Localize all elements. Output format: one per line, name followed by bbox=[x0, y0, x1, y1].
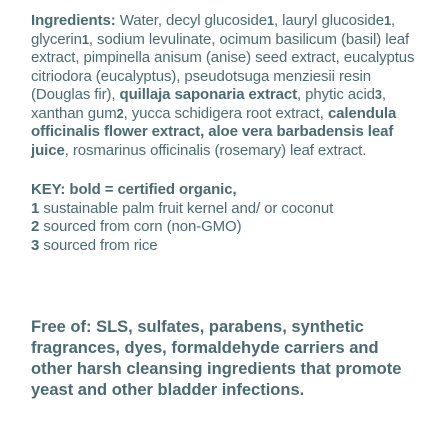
key-title: KEY: bold = certified organic, bbox=[31, 181, 237, 198]
organic-ingredient: quillaja saponaria extract bbox=[119, 86, 298, 103]
footnote-marker: 2 bbox=[116, 105, 124, 121]
footnote-marker: 1 bbox=[383, 13, 391, 28]
key-item-number: 1 bbox=[31, 199, 40, 217]
ingredients-label: Ingredients: bbox=[31, 12, 116, 29]
key-item bbox=[31, 200, 423, 219]
key-item-number: 3 bbox=[31, 236, 40, 254]
key-section bbox=[31, 181, 423, 255]
ingredient-text: , rosmarinus officinalis (rosemary) leaf extract. bbox=[64, 141, 367, 159]
ingredients-paragraph bbox=[31, 12, 423, 160]
footnote-marker: 3 bbox=[374, 87, 382, 102]
ingredient-text: , yucca schidigera root extract, bbox=[123, 104, 328, 122]
key-item-text: sustainable palm fruit kernel and/ or coconut bbox=[39, 199, 334, 217]
organic-ingredient: calendula officinalis flower extract, aloe vera barbadensis leaf juice bbox=[31, 104, 397, 159]
ingredient-text: , lauryl glucoside bbox=[274, 12, 384, 29]
ingredient-text: , phytic acid bbox=[297, 86, 375, 103]
ingredient-text: , xanthan gum bbox=[31, 86, 386, 122]
key-item bbox=[31, 237, 423, 256]
ingredient-text: Water, decyl glucoside bbox=[115, 12, 268, 29]
key-item bbox=[31, 218, 423, 237]
ingredient-label bbox=[31, 12, 423, 401]
key-item-text: sourced from corn (non-GMO) bbox=[39, 218, 242, 235]
footnote-marker: 1 bbox=[81, 31, 89, 47]
ingredient-text: , glycerin bbox=[31, 12, 396, 48]
footnote-marker: 1 bbox=[267, 13, 275, 28]
key-item-number: 2 bbox=[31, 218, 40, 235]
key-item-text: sourced from rice bbox=[39, 236, 158, 254]
ingredient-text: , sodium levulinate, ocimum basilicum (basil) leaf extract, pimpinella anisum (anise) seed extract, eucalyptus citriodora (eucalyptus), pseudotsuga menziesii resin (Douglas fir), bbox=[31, 30, 415, 103]
free-of-statement: Free of: SLS, sulfates, parabens, synthetic fragrances, dyes, formaldehyde carriers and other harsh cleansing ingredients that promote yeast and other bladder infections. bbox=[31, 318, 402, 399]
